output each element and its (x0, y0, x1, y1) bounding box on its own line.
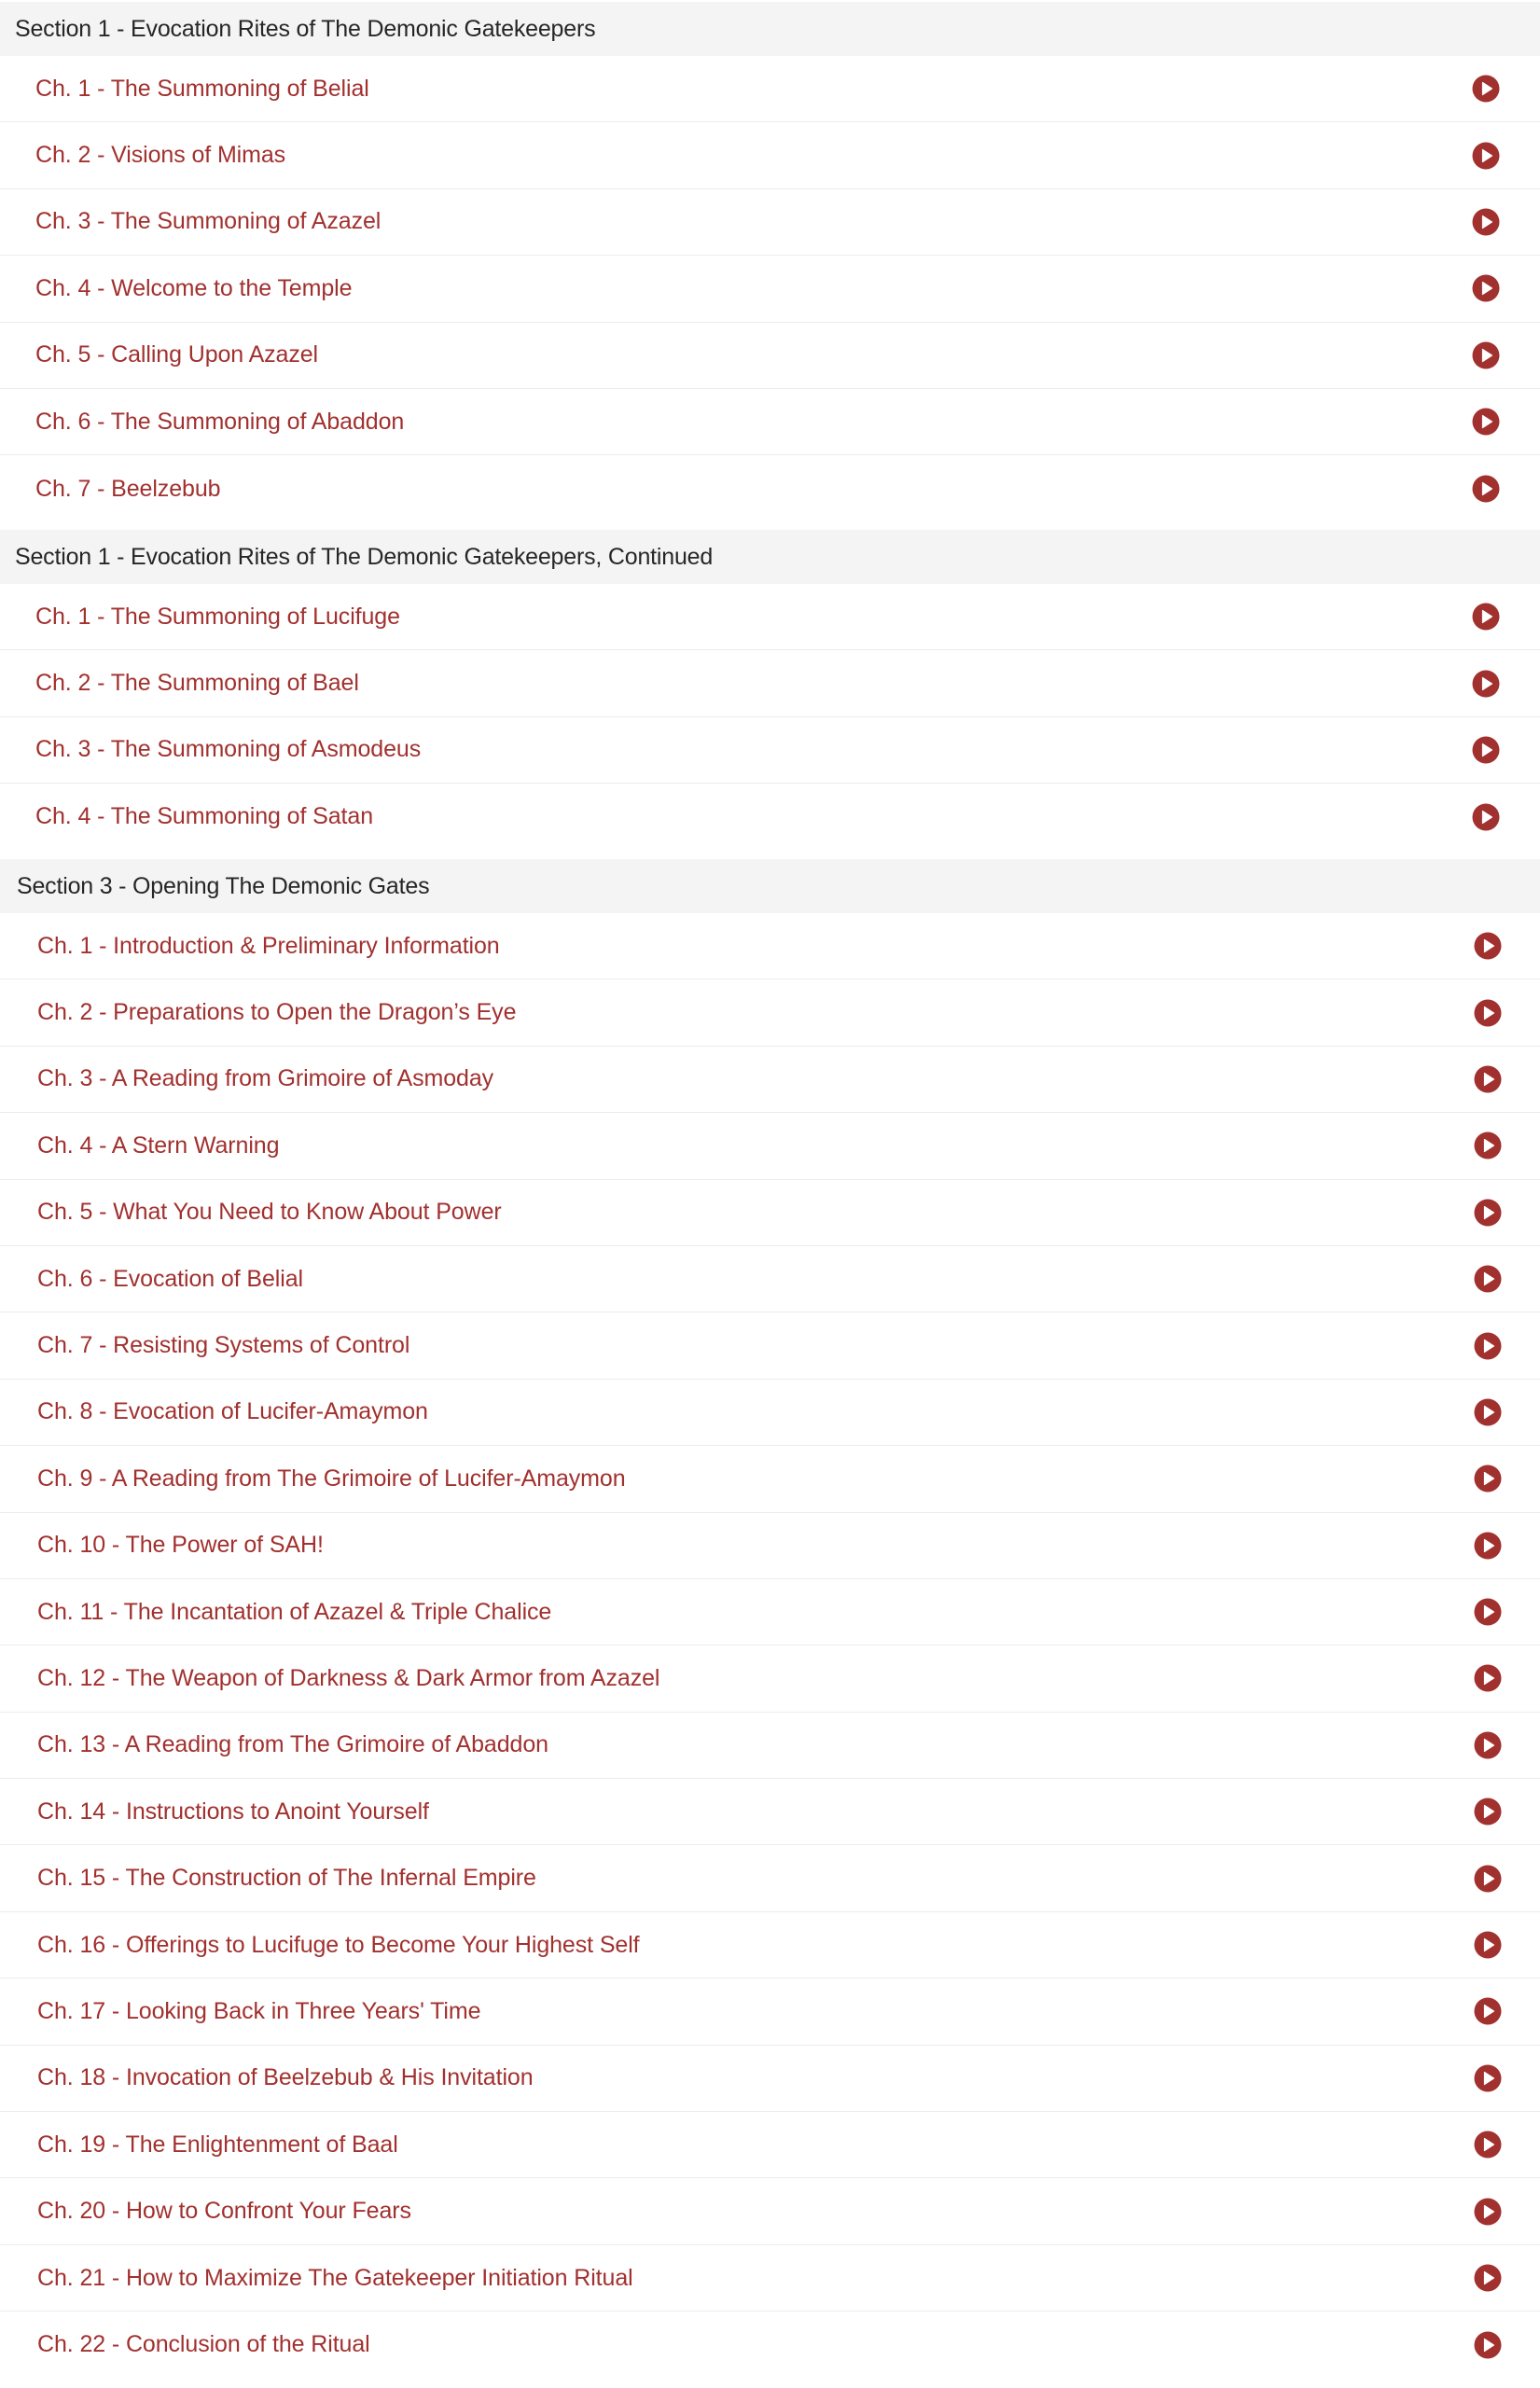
chapter-link[interactable]: Ch. 4 - A Stern Warning (37, 1132, 280, 1159)
play-circle-icon[interactable] (1471, 273, 1501, 303)
play-circle-icon[interactable] (1473, 2330, 1503, 2360)
play-circle-icon[interactable] (1473, 1331, 1503, 1361)
play-circle-icon[interactable] (1471, 669, 1501, 699)
chapter-link[interactable]: Ch. 3 - A Reading from Grimoire of Asmoday (37, 1065, 494, 1092)
section-3 (0, 859, 1540, 2379)
chapter-link[interactable]: Ch. 6 - The Summoning of Abaddon (35, 408, 405, 435)
chapter-link[interactable]: Ch. 19 - The Enlightenment of Baal (37, 2131, 398, 2158)
chapter-link[interactable]: Ch. 7 - Resisting Systems of Control (37, 1332, 410, 1359)
chapter-link[interactable]: Ch. 17 - Looking Back in Three Years' Time (37, 1997, 481, 2024)
section-2 (0, 530, 1540, 851)
play-circle-icon[interactable] (1473, 931, 1503, 961)
section-header: Section 3 - Opening The Demonic Gates (0, 859, 1540, 913)
chapter-row[interactable] (0, 2178, 1540, 2244)
chapter-row[interactable] (0, 1446, 1540, 1512)
chapter-row[interactable] (0, 1047, 1540, 1113)
chapter-link[interactable]: Ch. 11 - The Incantation of Azazel & Triple Chalice (37, 1598, 552, 1625)
chapter-link[interactable]: Ch. 5 - Calling Upon Azazel (35, 341, 319, 368)
chapter-row[interactable] (0, 1312, 1540, 1379)
play-circle-icon[interactable] (1473, 1797, 1503, 1826)
chapter-row[interactable] (0, 1113, 1540, 1179)
chapter-list (0, 56, 1540, 522)
chapter-link[interactable]: Ch. 1 - The Summoning of Lucifuge (35, 603, 400, 630)
play-circle-icon[interactable] (1471, 602, 1501, 632)
chapter-link[interactable]: Ch. 3 - The Summoning of Asmodeus (35, 736, 422, 763)
chapter-link[interactable]: Ch. 2 - The Summoning of Bael (35, 670, 359, 697)
chapter-link[interactable]: Ch. 20 - How to Confront Your Fears (37, 2198, 411, 2225)
chapter-link[interactable]: Ch. 2 - Preparations to Open the Dragon’s Eye (37, 999, 517, 1026)
chapter-link[interactable]: Ch. 10 - The Power of SAH! (37, 1532, 324, 1559)
chapter-link[interactable]: Ch. 13 - A Reading from The Grimoire of Abaddon (37, 1731, 548, 1758)
chapter-list (0, 584, 1540, 851)
chapter-row[interactable] (0, 1645, 1540, 1712)
play-circle-icon[interactable] (1473, 1597, 1503, 1627)
chapter-row[interactable] (0, 122, 1540, 188)
chapter-row[interactable] (0, 1180, 1540, 1246)
play-circle-icon[interactable] (1473, 1531, 1503, 1561)
chapter-link[interactable]: Ch. 15 - The Construction of The Infernal Empire (37, 1865, 536, 1892)
play-circle-icon[interactable] (1471, 141, 1501, 171)
section-1 (0, 2, 1540, 522)
chapter-row[interactable] (0, 323, 1540, 389)
play-circle-icon[interactable] (1471, 340, 1501, 370)
section-header: Section 1 - Evocation Rites of The Demonic Gatekeepers (0, 2, 1540, 56)
chapter-row[interactable] (0, 1246, 1540, 1312)
play-circle-icon[interactable] (1473, 1264, 1503, 1294)
play-circle-icon[interactable] (1473, 2197, 1503, 2227)
chapter-link[interactable]: Ch. 4 - Welcome to the Temple (35, 274, 353, 301)
chapter-link[interactable]: Ch. 7 - Beelzebub (35, 475, 221, 502)
play-circle-icon[interactable] (1473, 1730, 1503, 1760)
chapter-row[interactable] (0, 2312, 1540, 2378)
chapter-row[interactable] (0, 2112, 1540, 2178)
chapter-link[interactable]: Ch. 18 - Invocation of Beelzebub & His Invitation (37, 2064, 534, 2091)
chapter-row[interactable] (0, 913, 1540, 979)
chapter-row[interactable] (0, 1713, 1540, 1779)
chapter-list (0, 913, 1540, 2379)
play-circle-icon[interactable] (1473, 1064, 1503, 1094)
chapter-link[interactable]: Ch. 4 - The Summoning of Satan (35, 803, 374, 830)
chapter-link[interactable]: Ch. 22 - Conclusion of the Ritual (37, 2331, 370, 2358)
play-circle-icon[interactable] (1473, 998, 1503, 1028)
chapter-row[interactable] (0, 2046, 1540, 2112)
chapter-link[interactable]: Ch. 2 - Visions of Mimas (35, 142, 286, 169)
play-circle-icon[interactable] (1473, 1131, 1503, 1160)
chapter-row[interactable] (0, 455, 1540, 521)
chapter-row[interactable] (0, 389, 1540, 455)
chapter-row[interactable] (0, 2245, 1540, 2312)
play-circle-icon[interactable] (1471, 735, 1501, 765)
play-circle-icon[interactable] (1473, 1663, 1503, 1693)
chapter-link[interactable]: Ch. 1 - Introduction & Preliminary Information (37, 932, 500, 959)
chapter-link[interactable]: Ch. 9 - A Reading from The Grimoire of Lucifer-Amaymon (37, 1465, 626, 1492)
play-circle-icon[interactable] (1471, 74, 1501, 104)
play-circle-icon[interactable] (1473, 1198, 1503, 1228)
play-circle-icon[interactable] (1471, 207, 1501, 237)
play-circle-icon[interactable] (1473, 2130, 1503, 2159)
play-circle-icon[interactable] (1473, 2063, 1503, 2093)
play-circle-icon[interactable] (1473, 2263, 1503, 2293)
chapter-row[interactable] (0, 1912, 1540, 1978)
chapter-row[interactable] (0, 1978, 1540, 2045)
play-circle-icon[interactable] (1473, 1996, 1503, 2026)
chapter-link[interactable]: Ch. 16 - Offerings to Lucifuge to Become Your Highest Self (37, 1931, 640, 1958)
chapter-row[interactable] (0, 1380, 1540, 1446)
play-circle-icon[interactable] (1471, 802, 1501, 832)
chapter-link[interactable]: Ch. 5 - What You Need to Know About Power (37, 1199, 502, 1226)
chapter-row[interactable] (0, 717, 1540, 784)
chapter-link[interactable]: Ch. 14 - Instructions to Anoint Yourself (37, 1798, 429, 1825)
play-circle-icon[interactable] (1473, 1397, 1503, 1427)
play-circle-icon[interactable] (1473, 1930, 1503, 1960)
chapter-link[interactable]: Ch. 1 - The Summoning of Belial (35, 75, 369, 102)
chapter-row[interactable] (0, 189, 1540, 256)
chapter-row[interactable] (0, 584, 1540, 650)
chapter-link[interactable]: Ch. 12 - The Weapon of Darkness & Dark Armor from Azazel (37, 1664, 660, 1691)
play-circle-icon[interactable] (1473, 1864, 1503, 1894)
chapter-row[interactable] (0, 256, 1540, 322)
chapter-link[interactable]: Ch. 8 - Evocation of Lucifer-Amaymon (37, 1398, 428, 1425)
chapter-row[interactable] (0, 784, 1540, 850)
chapter-row[interactable] (0, 650, 1540, 716)
chapter-link[interactable]: Ch. 6 - Evocation of Belial (37, 1265, 303, 1292)
chapter-row[interactable] (0, 56, 1540, 122)
chapter-row[interactable] (0, 1579, 1540, 1645)
play-circle-icon[interactable] (1473, 1464, 1503, 1493)
chapter-row[interactable] (0, 1779, 1540, 1845)
chapter-row[interactable] (0, 1513, 1540, 1579)
play-circle-icon[interactable] (1471, 474, 1501, 504)
play-circle-icon[interactable] (1471, 407, 1501, 437)
section-header: Section 1 - Evocation Rites of The Demonic Gatekeepers, Continued (0, 530, 1540, 584)
chapter-row[interactable] (0, 1845, 1540, 1911)
chapter-link[interactable]: Ch. 21 - How to Maximize The Gatekeeper Initiation Ritual (37, 2264, 633, 2291)
chapter-row[interactable] (0, 979, 1540, 1046)
chapter-link[interactable]: Ch. 3 - The Summoning of Azazel (35, 208, 382, 235)
